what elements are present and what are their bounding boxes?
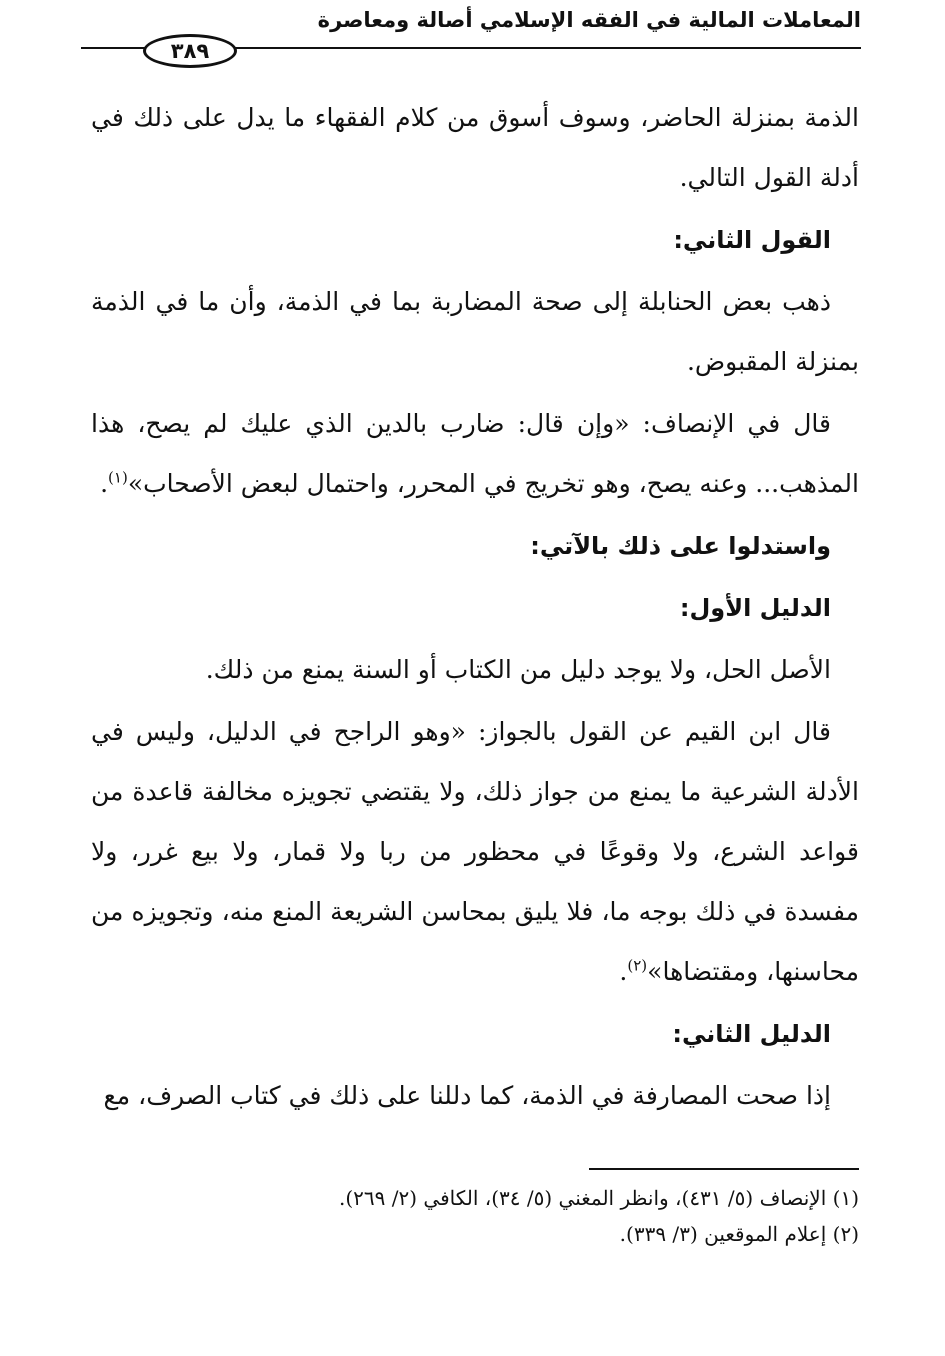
body-text (91, 88, 859, 1128)
heading-first-evidence: الدليل الأول: (679, 594, 831, 622)
paragraph-3-text: قال في الإنصاف: «وإن قال: ضارب بالدين الذي عليك لم يصح، هذا المذهب... وعنه يصح، وهو تخريج في المحرر، واحتمال لبعض الأصحاب» (91, 409, 859, 498)
paragraph-2: ذهب بعض الحنابلة إلى صحة المضاربة بما في الذمة، وأن ما في الذمة بمنزلة المقبوض. (91, 287, 859, 376)
heading-second-opinion: القول الثاني: (673, 226, 831, 254)
paragraph-4: الأصل الحل، ولا يوجد دليل من الكتاب أو السنة يمنع من ذلك. (205, 655, 831, 684)
footnote-separator (589, 1168, 859, 1170)
paragraph-5-end: . (619, 957, 628, 986)
footnote-1: (١) الإنصاف (٥/ ٤٣١)، وانظر المغني (٥/ ٣٤)، الكافي (٢/ ٢٦٩). (338, 1186, 859, 1210)
paragraph-3-end: . (100, 469, 109, 498)
book-title: المعاملات المالية في الفقه الإسلامي أصالة ومعاصرة (317, 8, 861, 32)
footnotes (91, 1180, 859, 1252)
heading-second-evidence: الدليل الثاني: (672, 1020, 831, 1048)
paragraph-6: إذا صحت المصارفة في الذمة، كما دللنا على ذلك في كتاب الصرف، مع (103, 1081, 831, 1110)
footnote-ref-1: (١) (108, 468, 128, 487)
paragraph-1: الذمة بمنزلة الحاضر، وسوف أسوق من كلام الفقهاء ما يدل على ذلك في أدلة القول التالي. (91, 103, 859, 192)
footnote-ref-2: (٢) (627, 956, 648, 975)
heading-evidence-intro: واستدلوا على ذلك بالآتي: (530, 532, 831, 560)
page-number: ٣٨٩ (143, 34, 237, 68)
footnote-2: (٢) إعلام الموقعين (٣/ ٣٣٩). (619, 1222, 859, 1246)
paragraph-5-text: قال ابن القيم عن القول بالجواز: «وهو الراجح في الدليل، وليس في الأدلة الشرعية ما يمنع من جواز ذلك، ولا يقتضي تجويزه مخالفة قاعدة من قواعد الشرع، ولا وقوعًا في محظور من ربا ولا قمار، ولا بيع غرر، ولا مفسدة في ذلك بوجه ما، فلا يليق بمحاسن الشريعة المنع منه، وتجويزه من محاسنها، ومقتضاها» (91, 717, 859, 986)
running-header (81, 4, 861, 64)
paragraph-3 (91, 394, 859, 514)
paragraph-5 (91, 702, 859, 1002)
